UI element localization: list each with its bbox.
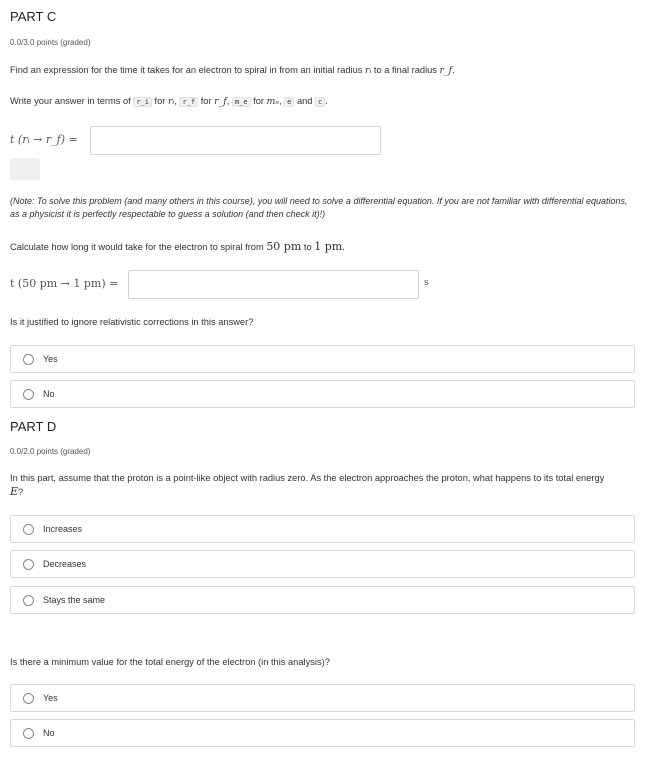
radio-icon[interactable] [23, 728, 34, 739]
math: r_f [214, 96, 227, 107]
text: to a final radius [371, 65, 440, 75]
code-e: e [284, 97, 294, 107]
math-ri: rᵢ [365, 65, 372, 76]
option-yes[interactable] [10, 345, 635, 373]
note-text: (Note: To solve this problem (and many others in this course), you will need to solve a differential equation. If you are not familiar with differential equations, as a physicist it is perfectly respectable to guess a solution (and then check it)!) [10, 196, 628, 219]
option-no[interactable] [10, 380, 635, 408]
math: mₑ [266, 96, 279, 107]
option-label: No [43, 728, 55, 738]
text: and [294, 96, 316, 106]
radio-icon[interactable] [23, 559, 34, 570]
part-d-title: PART D [10, 419, 57, 434]
part-c-points: 0.0/3.0 points (graded) [10, 38, 91, 47]
option-label: Yes [43, 354, 58, 364]
text: Write your answer in terms of [10, 96, 134, 106]
math: 50 pm [266, 240, 302, 253]
radio-icon[interactable] [23, 693, 34, 704]
text: to [301, 242, 315, 252]
text: Calculate how long it would take for the electron to spiral from [10, 242, 267, 252]
math-rf: r_f [439, 65, 453, 76]
math: 1 pm [314, 240, 343, 253]
relativistic-question: Is it justified to ignore relativistic corrections in this answer? [10, 317, 254, 327]
text: In this part, assume that the proton is a point-like object with radius zero. As the electron approaches the proton, what happens to its total energy [10, 473, 605, 483]
calculate-question [10, 240, 345, 254]
radio-icon[interactable] [23, 595, 34, 606]
math: rᵢ [167, 96, 175, 107]
energy-question [10, 472, 620, 499]
text: . [342, 242, 345, 252]
time-unit: s [424, 278, 429, 288]
radio-icon[interactable] [23, 389, 34, 400]
code-rf: r_f [179, 97, 198, 107]
part-c-title: PART C [10, 9, 57, 24]
text: for [151, 96, 168, 106]
answer-instructions: Write your answer in terms of r_i for rᵢ, r_f for r_f, m_e for mₑ, e and c . [10, 96, 328, 107]
question-expression [10, 64, 455, 77]
radio-icon[interactable] [23, 524, 34, 535]
option-label: Stays the same [43, 595, 106, 605]
math-e: E [10, 485, 19, 498]
part-d-points: 0.0/2.0 points (graded) [10, 447, 91, 456]
text: for [250, 96, 267, 106]
option-increases[interactable] [10, 515, 635, 543]
option-label: Decreases [43, 559, 87, 569]
time-input[interactable] [128, 270, 419, 299]
option-decreases[interactable] [10, 550, 635, 578]
code-me: m_e [232, 97, 251, 107]
preview-button[interactable] [10, 158, 40, 180]
minimum-question: Is there a minimum value for the total energy of the electron (in this analysis)? [10, 657, 330, 667]
option-no[interactable] [10, 719, 635, 747]
text: ? [18, 487, 24, 497]
text: Find an expression for the time it takes for an electron to spiral in from an initial radius [10, 65, 365, 75]
radio-icon[interactable] [23, 354, 34, 365]
option-label: No [43, 389, 55, 399]
option-stays-same[interactable] [10, 586, 635, 614]
option-label: Yes [43, 693, 58, 703]
text: for [198, 96, 215, 106]
option-label: Increases [43, 524, 83, 534]
text: . [452, 65, 455, 75]
code-ri: r_i [133, 97, 152, 107]
code-c: c [315, 97, 325, 107]
formula-input[interactable] [90, 126, 381, 155]
option-yes[interactable] [10, 684, 635, 712]
time-label: t (50 pm → 1 pm) = [10, 277, 119, 290]
formula-label: t (rᵢ → r_f) = [10, 133, 78, 146]
